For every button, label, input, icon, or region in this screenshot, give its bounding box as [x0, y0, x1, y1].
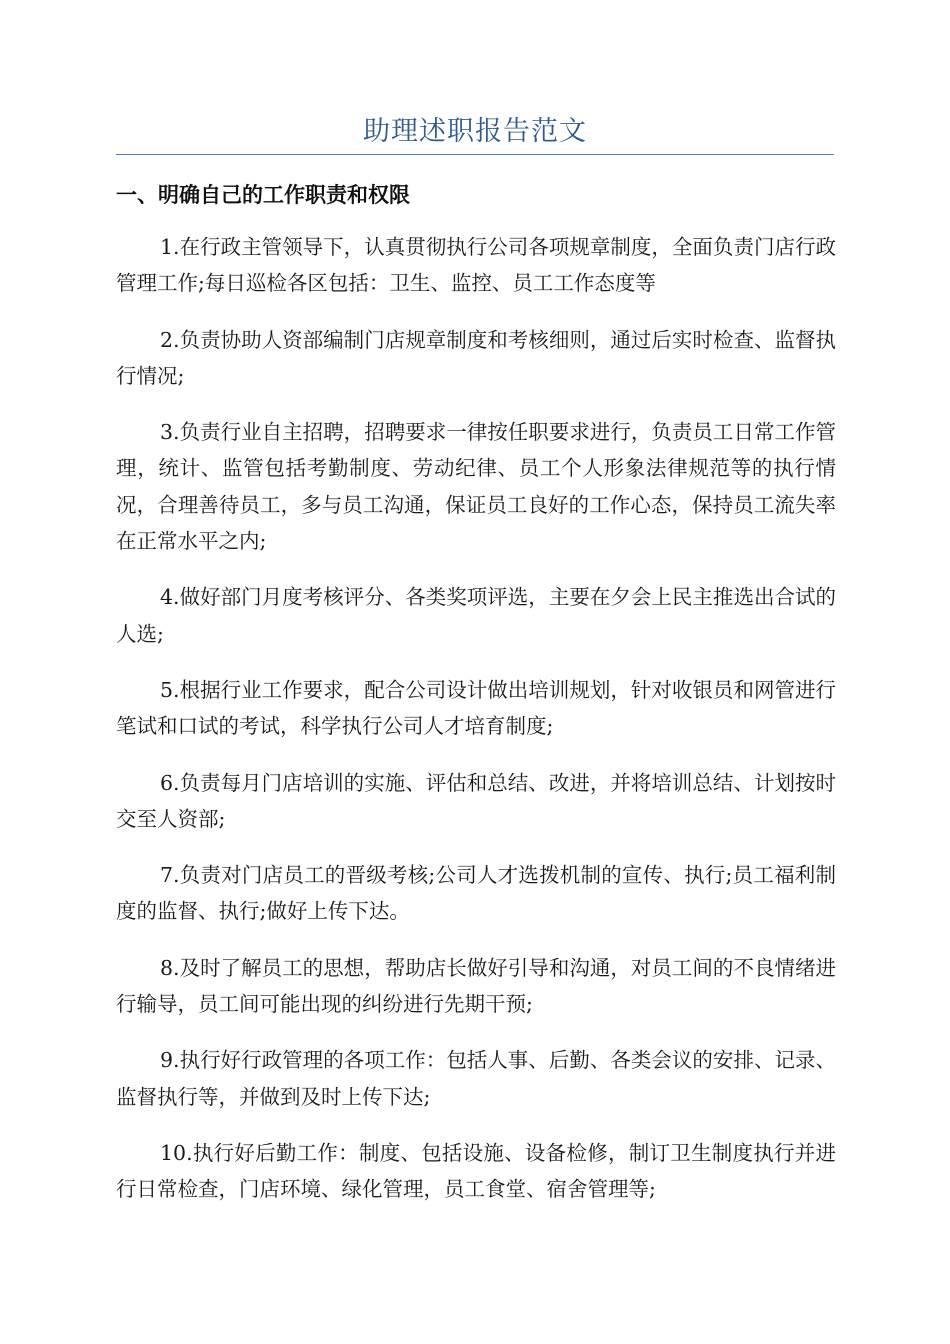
- paragraph-6: 6.负责每月门店培训的实施、评估和总结、改进，并将培训总结、计划按时交至人资部;: [116, 770, 836, 831]
- document-body: [116, 229, 836, 1228]
- paragraph-8: 8.及时了解员工的思想，帮助店长做好引导和沟通，对员工间的不良情绪进行输导，员工间可能出现的纠纷进行先期干预;: [116, 955, 836, 1017]
- title-underline-divider: [116, 154, 834, 155]
- paragraph-2: 2.负责协助人资部编制门店规章制度和考核细则，通过后实时检查、监督执行情况;: [116, 327, 836, 388]
- paragraph-9: 9.执行好行政管理的各项工作：包括人事、后勤、各类会议的安排、记录、监督执行等，并做到及时上传下达;: [116, 1048, 836, 1109]
- document-title: 助理述职报告范文: [363, 116, 587, 147]
- paragraph-5: 5.根据行业工作要求，配合公司设计做出培训规划，针对收银员和网管进行笔试和口试的考试，科学执行公司人才培育制度;: [116, 677, 836, 739]
- paragraph-7: 7.负责对门店员工的晋级考核;公司人才选拨机制的宣传、执行;员工福利制度的监督、执行;做好上传下达。: [116, 863, 836, 924]
- paragraph-4: 4.做好部门月度考核评分、各类奖项评选，主要在夕会上民主推选出合试的人选;: [116, 585, 836, 646]
- paragraph-3: 3.负责行业自主招聘，招聘要求一律按任职要求进行，负责员工日常工作管理，统计、监管包括考勤制度、劳动纪律、员工个人形象法律规范等的执行情况，合理善待员工，多与员工沟通，保证员工良好的工作心态，保持员工流失率在正常水平之内;: [116, 420, 836, 554]
- paragraph-10: 10.执行好后勤工作：制度、包括设施、设备检修，制订卫生制度执行并进行日常检查，门店环境、绿化管理，员工食堂、宿舍管理等;: [116, 1140, 836, 1202]
- paragraph-1: 1.在行政主管领导下，认真贯彻执行公司各项规章制度，全面负责门店行政管理工作;每日巡检各区包括：卫生、监控、员工工作态度等: [116, 235, 836, 296]
- section-heading: 一、明确自己的工作职责和权限: [116, 183, 410, 207]
